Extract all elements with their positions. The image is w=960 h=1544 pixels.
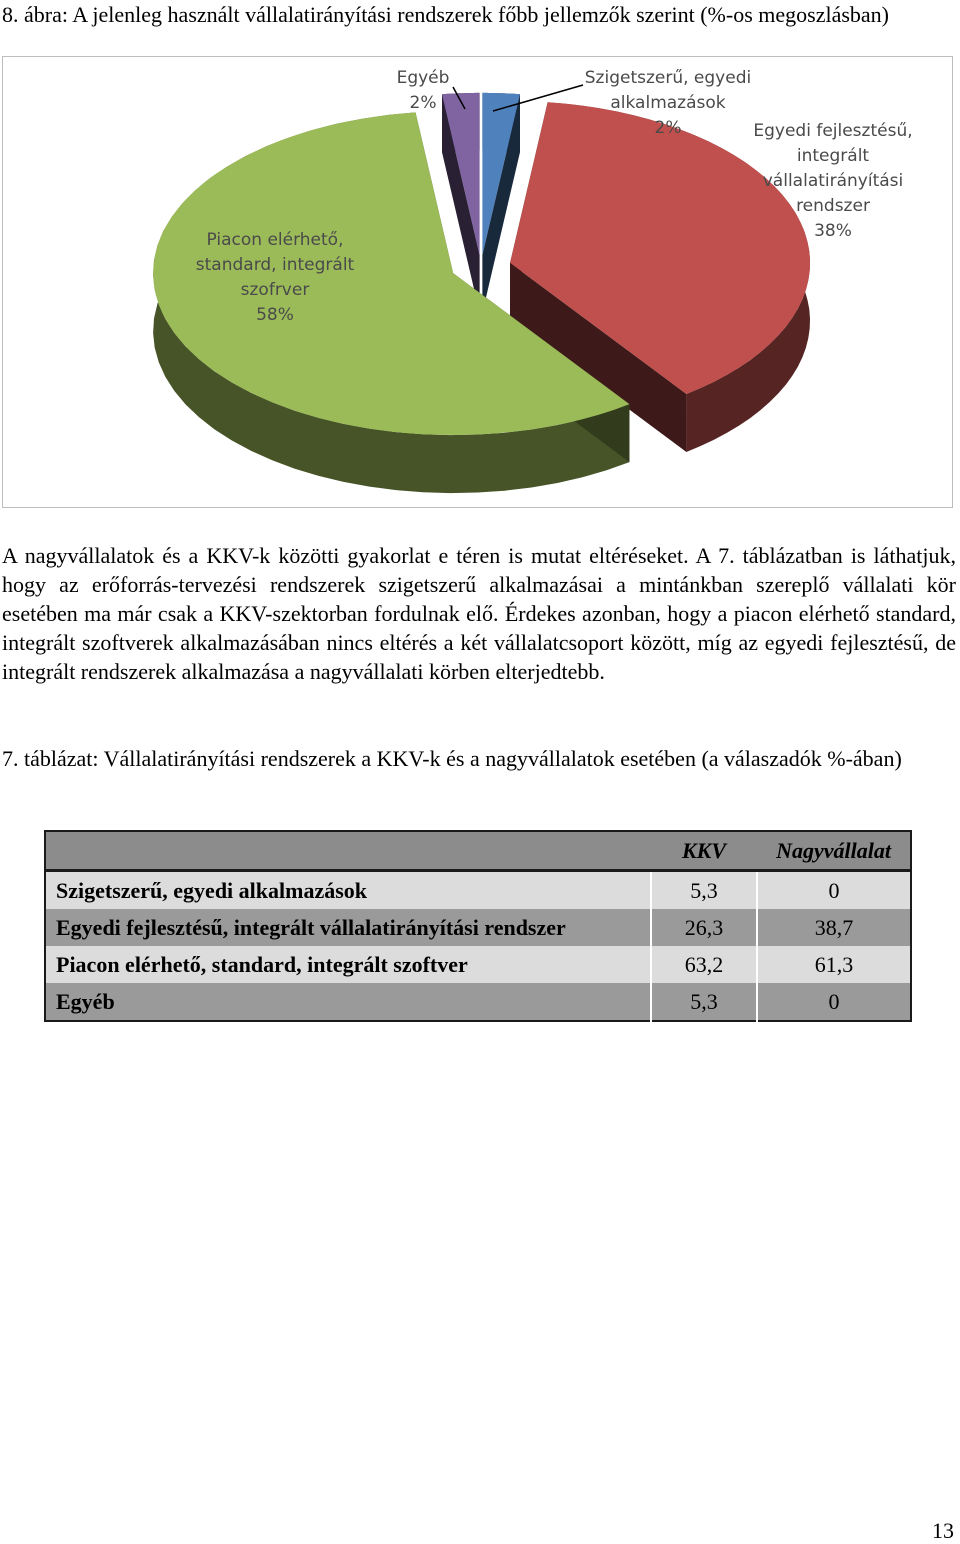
pie-label: 38%: [814, 221, 852, 241]
table-header-row: [45, 831, 911, 871]
row-nagy-value: 0: [757, 871, 911, 910]
figure-caption: 8. ábra: A jelenleg használt vállalatirányítási rendszerek főbb jellemzők szerint (%-os megoszlásban): [2, 2, 890, 27]
row-nagy-value: 38,7: [757, 909, 911, 946]
table-row: [45, 871, 911, 910]
row-kkv-value: 63,2: [651, 946, 757, 983]
table-header-label: [45, 831, 651, 871]
pie-label: alkalmazások: [610, 93, 726, 113]
table-caption: 7. táblázat: Vállalatirányítási rendszerek a KKV-k és a nagyvállalatok esetében (a válaszadók %-ában): [2, 746, 902, 771]
pie-label: integrált: [796, 146, 870, 166]
row-kkv-value: 5,3: [651, 983, 757, 1021]
page-number: 13: [932, 1518, 954, 1543]
pie-label: vállalatirányítási: [762, 171, 904, 191]
row-label: Egyéb: [56, 988, 115, 1014]
pie-label: Piacon elérhető,: [206, 230, 344, 250]
pie-label: Egyéb: [396, 68, 450, 88]
row-nagy-value: 0: [757, 983, 911, 1021]
row-kkv-value: 5,3: [651, 871, 757, 910]
pie-label: Egyedi fejlesztésű,: [753, 121, 913, 141]
table-header-kkv: KKV: [651, 831, 757, 871]
pie-label: rendszer: [796, 196, 870, 216]
pie-label: szofrver: [240, 280, 310, 300]
table-header-nagyvallalat: Nagyvállalat: [757, 831, 911, 871]
pie-label: Szigetszerű, egyedi: [584, 68, 752, 88]
table-row: [45, 909, 911, 946]
pie-label: 2%: [409, 93, 437, 113]
row-label: Piacon elérhető, standard, integrált szoftver: [56, 951, 468, 977]
row-label: Szigetszerű, egyedi alkalmazások: [56, 877, 368, 903]
table-row: [45, 983, 911, 1021]
data-table: [44, 830, 912, 1022]
row-nagy-value: 61,3: [757, 946, 911, 983]
row-kkv-value: 26,3: [651, 909, 757, 946]
pie-label: 58%: [256, 305, 294, 325]
body-paragraph: A nagyvállalatok és a KKV-k közötti gyakorlat e téren is mutat eltéréseket. A 7. táblázatban is láthatjuk, hogy az erőforrás-tervezési rendszerek szigetszerű alkalmazásai a mintánkban szereplő vállalati kör esetében ma már csak a KKV-szektorban fordulnak elő. Érdekes azonban, hogy a piacon elérhető standard, integrált szoftverek alkalmazásában nincs eltérés a két vállalatcsoport között, míg az egyedi fejlesztésű, de integrált rendszerek alkalmazása a nagyvállalati körben elterjedtebb.: [2, 543, 956, 684]
pie-chart-frame: [2, 56, 953, 508]
row-label: Egyedi fejlesztésű, integrált vállalatirányítási rendszer: [56, 914, 566, 940]
pie-chart: [3, 57, 954, 509]
pie-label: 2%: [654, 118, 682, 138]
pie-label: standard, integrált: [195, 255, 355, 275]
table-row: [45, 946, 911, 983]
